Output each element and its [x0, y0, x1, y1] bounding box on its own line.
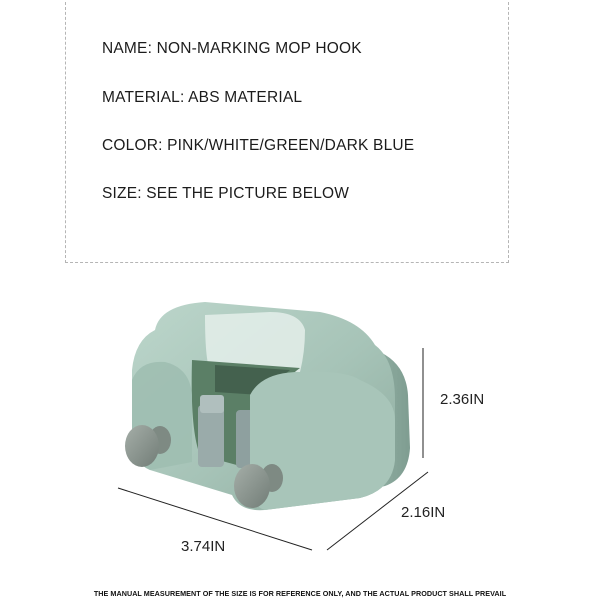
spec-name: NAME: NON-MARKING MOP HOOK	[102, 40, 362, 57]
clip-left	[198, 405, 224, 467]
right-knob	[234, 464, 270, 508]
left-knob	[125, 425, 159, 467]
width-label: 3.74IN	[181, 538, 226, 555]
disclaimer-text: THE MANUAL MEASUREMENT OF THE SIZE IS FOR REFERENCE ONLY, AND THE ACTUAL PRODUCT SHALL PREVAIL	[93, 589, 507, 598]
height-label: 2.36IN	[440, 391, 485, 408]
spec-size: SIZE: SEE THE PICTURE BELOW	[102, 185, 350, 202]
depth-label: 2.16IN	[401, 504, 446, 521]
spec-material: MATERIAL: ABS MATERIAL	[102, 89, 303, 106]
spec-color: COLOR: PINK/WHITE/GREEN/DARK BLUE	[102, 137, 415, 154]
